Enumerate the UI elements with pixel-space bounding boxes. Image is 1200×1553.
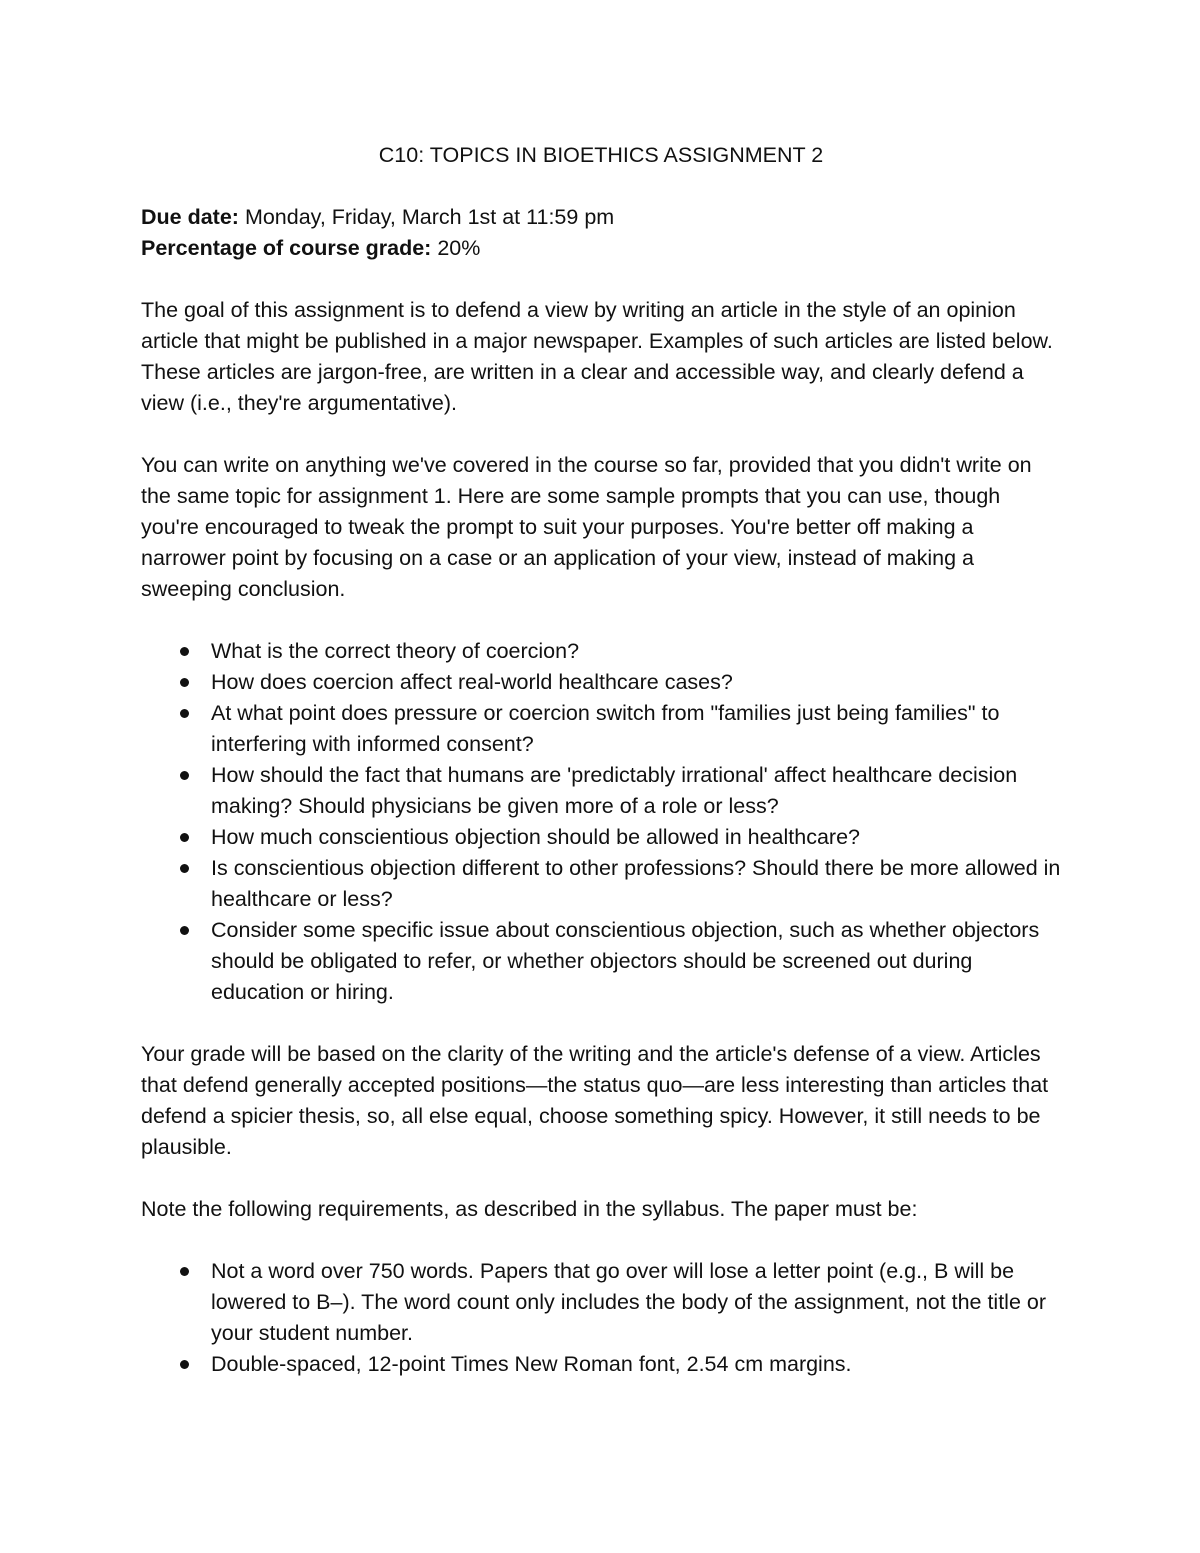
list-item-text: How much conscientious objection should be allowed in healthcare?: [211, 825, 860, 849]
list-item-text: Not a word over 750 words. Papers that go over will lose a letter point (e.g., B will be lowered to B–). The word count only includes the body of the assignment, not the title or your student number.: [211, 1259, 1047, 1345]
bullet-icon: [180, 1267, 189, 1276]
list-item-text: What is the correct theory of coercion?: [211, 639, 580, 663]
bullet-icon: [180, 771, 189, 780]
bullet-icon: [180, 709, 189, 718]
spacer: [141, 1225, 1061, 1256]
list-item: [141, 1256, 1061, 1349]
list-item: [141, 853, 1061, 915]
grading-paragraph: Your grade will be based on the clarity of the writing and the article's defense of a view. Articles that defend generally accepted positions—the status quo—are less interesting than articles that defend a spicier thesis, so, all else equal, choose something spicy. However, it still needs to be plausible.: [141, 1042, 1049, 1159]
requirements-intro: Note the following requirements, as described in the syllabus. The paper must be:: [141, 1197, 918, 1221]
document-title: C10: TOPICS IN BIOETHICS ASSIGNMENT 2: [378, 143, 824, 167]
list-item-text: Double-spaced, 12-point Times New Roman font, 2.54 cm margins.: [211, 1352, 852, 1376]
list-item-text: How should the fact that humans are 'predictably irrational' affect healthcare decision making? Should physicians be given more of a role or less?: [211, 763, 1018, 818]
spacer: [141, 1163, 1061, 1194]
list-item-text: How does coercion affect real-world healthcare cases?: [211, 670, 733, 694]
list-item: [141, 636, 1061, 667]
spacer: [141, 419, 1061, 450]
due-date-label: Due date:: [141, 205, 239, 229]
list-item-text: Consider some specific issue about conscientious objection, such as whether objectors should be obligated to refer, or whether objectors should be screened out during education or hiring.: [211, 918, 1040, 1004]
list-item-text: Is conscientious objection different to other professions? Should there be more allowed in healthcare or less?: [211, 856, 1061, 911]
spacer: [141, 1008, 1061, 1039]
list-item-text: At what point does pressure or coercion switch from "families just being families" to interfering with informed consent?: [211, 701, 1000, 756]
list-item: [141, 698, 1061, 760]
list-item: [141, 822, 1061, 853]
bullet-icon: [180, 926, 189, 935]
bullet-icon: [180, 833, 189, 842]
goal-paragraph: The goal of this assignment is to defend a view by writing an article in the style of an opinion article that might be published in a major newspaper. Examples of such articles are listed below. These articles are jargon-free, are written in a clear and accessible way, and clearly defend a view (i.e., they're argumentative).: [141, 298, 1053, 415]
due-date-value: Monday, Friday, March 1st at 11:59 pm: [238, 205, 615, 229]
percentage-label: Percentage of course grade:: [141, 236, 432, 260]
list-item: [141, 760, 1061, 822]
requirements-list: [141, 1256, 1061, 1380]
prompt-list: [141, 636, 1061, 1008]
bullet-icon: [180, 647, 189, 656]
spacer: [141, 264, 1061, 295]
list-item: [141, 1349, 1061, 1380]
topics-paragraph: You can write on anything we've covered in the course so far, provided that you didn't write on the same topic for assignment 1. Here are some sample prompts that you can use, though you're encouraged to tweak the prompt to suit your purposes. You're better off making a narrower point by focusing on a case or an application of your view, instead of making a sweeping conclusion.: [141, 453, 1032, 601]
list-item: [141, 915, 1061, 1008]
list-item: [141, 667, 1061, 698]
percentage-line: [141, 233, 1061, 264]
document-page: [141, 140, 1061, 1380]
spacer: [141, 605, 1061, 636]
bullet-icon: [180, 1360, 189, 1369]
due-date-line: [141, 202, 1061, 233]
bullet-icon: [180, 678, 189, 687]
percentage-value: 20%: [431, 236, 481, 260]
bullet-icon: [180, 864, 189, 873]
